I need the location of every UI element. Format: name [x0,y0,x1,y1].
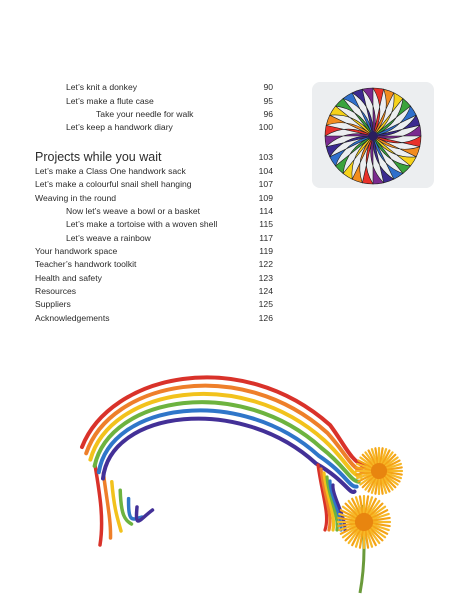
toc-entry-page: 114 [259,206,273,216]
crochet-ball-illustration [312,82,434,188]
dandelion-flower [356,448,402,494]
toc-entry-title: Weaving in the round [35,193,117,203]
toc-entry-page: 124 [258,286,273,296]
toc-entry-page: 104 [258,166,273,176]
toc-entry-title: Now let’s weave a bowl or a basket [66,206,201,216]
toc-entry-title: Your handwork space [35,246,118,256]
wool-rainbow-photo [0,355,474,595]
toc-entry-title: Let’s keep a handwork diary [66,122,173,132]
ball-center [368,131,378,141]
toc-entry-title: Let’s make a colourful snail shell hanging [35,179,192,189]
toc-entry-title: Health and safety [35,273,102,283]
toc-entry-title: Let’s make a tortoise with a woven shell [66,219,218,229]
toc-entry-title: Acknowledgements [35,313,110,323]
toc-entry-page: 115 [259,219,273,229]
toc-entry-title: Let’s make a Class One handwork sack [35,166,186,176]
toc-entry-page: 90 [263,82,273,92]
wool-rainbow-illustration [0,355,474,595]
dandelion-flower [338,496,390,548]
toc-entry-page: 100 [258,122,273,132]
toc-entry-page: 117 [259,233,273,243]
toc-entry-page: 126 [258,313,273,323]
toc-entry-page: 122 [258,259,273,269]
wool-strand-end [103,473,110,538]
toc-entry-page: 96 [263,109,273,119]
wool-strand-end [95,465,102,545]
toc-entry-title: Resources [35,286,77,296]
toc-entry-title: Teacher’s handwork toolkit [35,259,137,269]
toc-entry-title: Let’s make a flute case [66,96,154,106]
toc-entry-title: Suppliers [35,299,71,309]
toc-entry-title: Let’s knit a donkey [66,82,138,92]
toc-entry-title: Take your needle for walk [96,109,194,119]
toc-entry-page: 125 [258,299,273,309]
toc-entry-page: 103 [258,152,273,162]
toc-entry-page: 123 [258,273,273,283]
crochet-ball-photo [312,82,434,188]
toc-entry-page: 107 [258,179,273,189]
toc-entry-page: 109 [258,193,273,203]
toc-section-title: Projects while you wait [35,150,162,164]
toc-entry-page: 95 [263,96,273,106]
toc-entry-title: Let’s weave a rainbow [66,233,151,243]
toc-entry-page: 119 [259,246,273,256]
